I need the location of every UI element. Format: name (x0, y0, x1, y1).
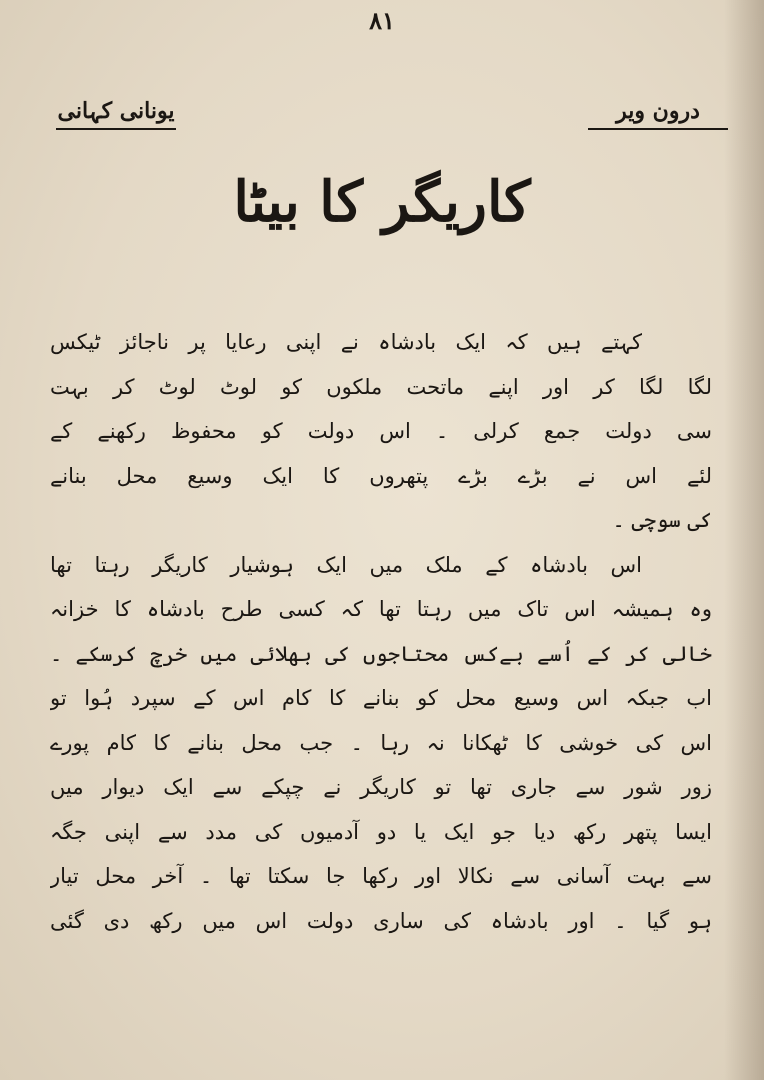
body-line: اس کی خوشی کا ٹھکانا نہ رہا ۔ جب محل بنانے کا کام پورے (50, 730, 712, 755)
body-line: ہو گیا ۔ اور بادشاہ کی ساری دولت اس میں رکھ دی گئی (50, 908, 712, 933)
body-line: کہتے ہیں کہ ایک بادشاہ نے اپنی رعایا پر ناجائز ٹیکس (50, 330, 642, 354)
body-line: سی دولت جمع کرلی ۔ اس دولت کو محفوظ رکھنے کے (50, 419, 712, 443)
body-line: کی سوچی ۔ (612, 508, 712, 532)
header-right-label: درون ویر (588, 98, 728, 130)
body-line: ایسا پتھر رکھ دیا جو ایک یا دو آدمیوں کی مدد سے اپنی جگہ (50, 819, 712, 844)
body-line: وہ ہمیشہ اس تاک میں رہتا تھا کہ کسی طرح بادشاہ کا خزانہ (50, 597, 712, 621)
page-number: ۸۱ (369, 6, 395, 35)
body-line: اب جبکہ اس وسیع محل کو بنانے کا کام اس کے سپرد ہُوا تو (50, 686, 712, 710)
body-line: خالی کر کے اُسے بےکس محتاجوں کی بھلائی میں خرچ کرسکے ۔ (50, 641, 712, 666)
story-body (50, 320, 712, 943)
header-left-label: یونانی کہانی (56, 98, 176, 130)
body-line: زور شور سے جاری تھا تو کاریگر نے چپکے سے ایک دیوار میں (50, 775, 712, 799)
body-line: لئے اس نے بڑے بڑے پتھروں کا ایک وسیع محل بنانے (50, 463, 712, 488)
page-edge-shadow (724, 0, 764, 1080)
body-line: سے بہت آسانی سے نکالا اور رکھا جا سکتا تھا ۔ آخر محل تیار (50, 864, 712, 888)
body-line: لگا لگا کر اور اپنے ماتحت ملکوں کو لوٹ لوٹ کر بہت (50, 374, 712, 399)
body-line: اس بادشاہ کے ملک میں ایک ہوشیار کاریگر رہتا تھا (50, 552, 642, 577)
story-title: کاریگر کا بیٹا (233, 169, 531, 235)
